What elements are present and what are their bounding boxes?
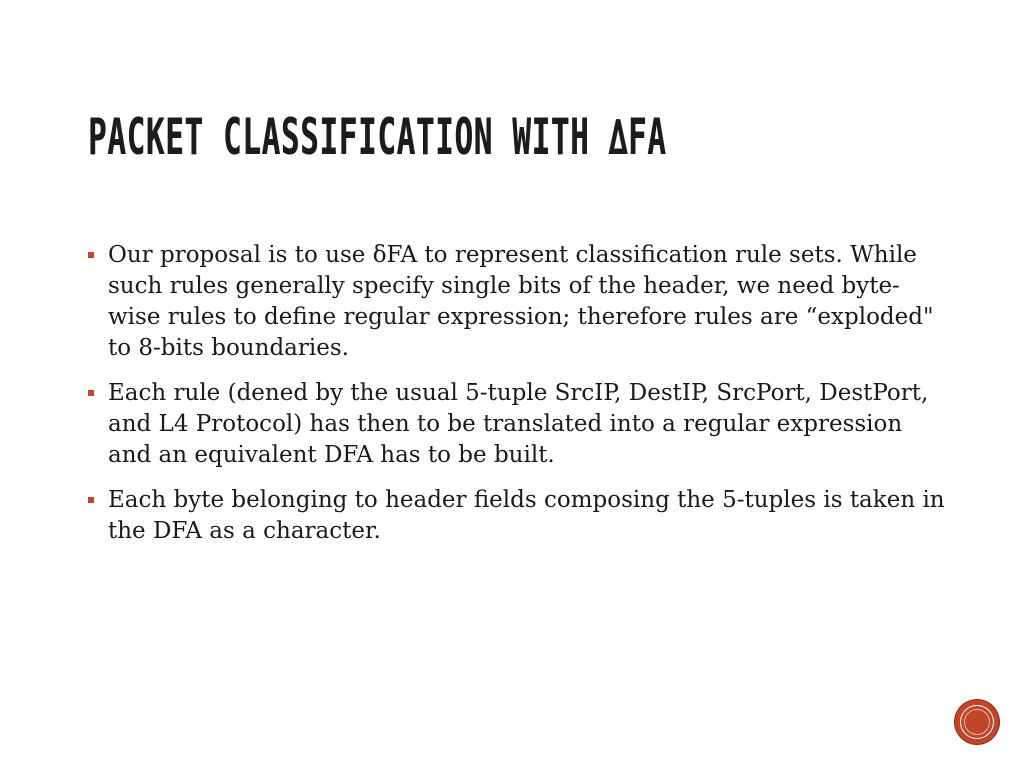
- square-bullet-icon: [88, 497, 94, 503]
- slide-nav-button[interactable]: [955, 700, 999, 744]
- square-bullet-icon: [88, 252, 94, 258]
- bullet-item: [88, 378, 948, 471]
- bullet-text: Each byte belonging to header fields composing the 5-tuples is taken in the DFA as a character.: [108, 487, 945, 544]
- bullet-item: [88, 240, 948, 364]
- bullet-text: Our proposal is to use δFA to represent classification rule sets. While such rules generally specify single bits of the header, we need byte-wise rules to define regular expression; therefore rules are “exploded" to 8-bits boundaries.: [108, 242, 934, 361]
- bullet-item: [88, 485, 948, 547]
- square-bullet-icon: [88, 390, 94, 396]
- slide-title: PACKET CLASSIFICATION WITH ∆FA: [88, 108, 667, 166]
- bullet-list: [88, 240, 948, 561]
- circle-nav-inner-icon: [964, 709, 990, 735]
- bullet-text: Each rule (dened by the usual 5-tuple SrcIP, DestIP, SrcPort, DestPort, and L4 Protocol) has then to be translated into a regular expression and an equivalent DFA has to be built.: [108, 380, 929, 468]
